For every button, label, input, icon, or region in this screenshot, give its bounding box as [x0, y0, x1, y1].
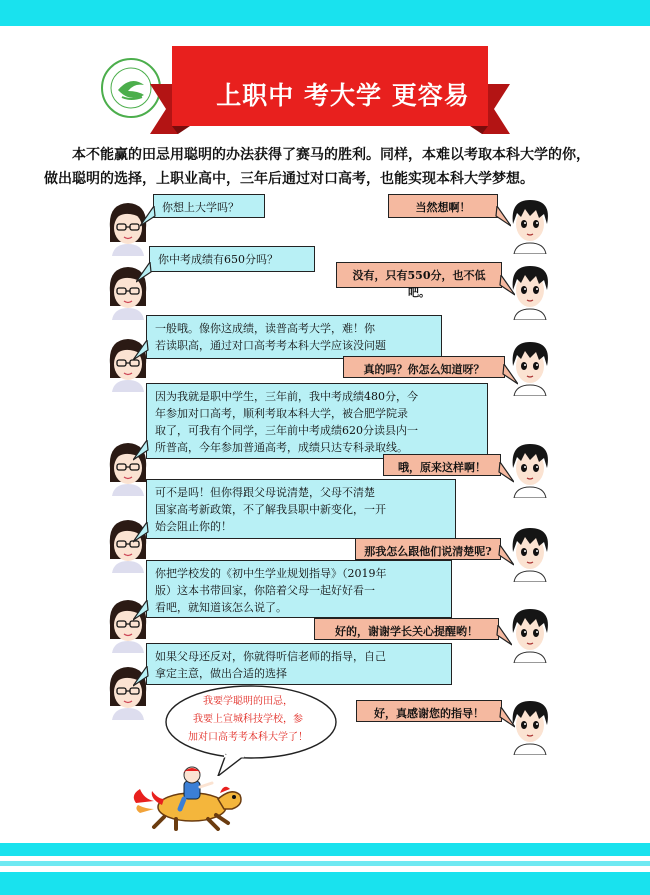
- bubble-text: 你中考成绩有650分吗？: [158, 253, 278, 266]
- bubble-line: 你把学校发的《初中生学业规划指导》（2019年: [155, 567, 387, 580]
- bubble-line: 可不是吗！但你得跟父母说清楚，父母不清楚: [155, 486, 375, 499]
- intro-paragraph: [44, 143, 614, 191]
- cloud-text: [168, 693, 328, 747]
- student-bubble: [343, 356, 505, 378]
- student-bubble: [355, 538, 501, 560]
- bubble-line: 取了，可我有个同学，三年前中考成绩620分读县内一: [155, 424, 418, 437]
- teacher-bubble: [146, 560, 452, 618]
- teacher-bubble: [153, 194, 265, 218]
- bubble-line: 所普高，今年参加普通高考，成绩只达专科录取线。: [155, 441, 408, 454]
- student-bubble: [314, 618, 499, 640]
- bubble-line: 看吧，就知道该怎么说了。: [155, 601, 287, 614]
- bubble-text: 那我怎么跟他们说清楚呢?: [364, 545, 492, 558]
- teacher-bubble: [146, 315, 442, 359]
- bubble-tail: [496, 625, 512, 647]
- teacher-bubble: [146, 479, 456, 539]
- bubble-line: 若读职高，通过对口高考考本科大学应该没问题: [155, 339, 386, 352]
- bubble-line: 国家高考新政策，不了解我县职中新变化，一开: [155, 503, 386, 516]
- bubble-tail: [133, 666, 149, 688]
- bubble-tail: [140, 206, 156, 228]
- bubble-tail: [495, 206, 511, 228]
- horse-rider-illustration: [132, 765, 248, 831]
- bubble-line: 因为我就是职中学生，三年前，我中考成绩480分，今: [155, 390, 418, 403]
- bubble-text: 你想上大学吗？: [162, 201, 239, 214]
- cloud-line: 我要学聪明的田忌，: [203, 696, 293, 707]
- teacher-bubble: [146, 383, 488, 459]
- bubble-line: 始会阻止你的！: [155, 520, 232, 533]
- bubble-tail: [133, 440, 149, 462]
- bubble-text: 好，真感谢您的指导！: [374, 707, 484, 720]
- bubble-tail: [133, 600, 149, 622]
- bubble-tail: [133, 340, 149, 362]
- bubble-tail: [133, 522, 149, 544]
- bubble-line: 如果父母还反对，你就得听信老师的指导，自己: [155, 650, 386, 663]
- teacher-bubble: [146, 643, 452, 685]
- bubble-line: 一般哦。像你这成绩，读普高考大学，难！你: [155, 322, 375, 335]
- cloud-line: 加对口高考考本科大学了！: [188, 732, 308, 743]
- bubble-tail: [502, 364, 518, 386]
- page-title: 上职中 考大学 更容易: [216, 81, 470, 110]
- student-bubble: [388, 194, 498, 218]
- bubble-text: 当然想啊！: [415, 201, 471, 214]
- bubble-tail: [498, 462, 514, 484]
- intro-line-1: 本不能赢的田忌用聪明的办法获得了赛马的胜利。同样，本难以考取本科大学的你，: [72, 147, 590, 163]
- bottom-thin-stripe: [0, 861, 650, 866]
- teacher-bubble: [149, 246, 315, 272]
- bubble-text: 哦，原来这样啊！: [398, 461, 486, 474]
- bubble-text: 没有，只有550分，也不低吧。: [352, 269, 486, 299]
- intro-line-2: 做出聪明的选择，上职业高中，三年后通过对口高考，也能实现本科大学梦想。: [44, 171, 534, 187]
- bubble-tail: [498, 545, 514, 567]
- bubble-line: 年参加对口高考，顺利考取本科大学，被合肥学院录: [155, 407, 408, 420]
- bubble-tail: [499, 275, 515, 297]
- student-avatar: [506, 196, 554, 254]
- bubble-text: 真的吗？你怎么知道呀？: [363, 363, 485, 376]
- bubble-line: 拿定主意，做出合适的选择: [155, 667, 287, 680]
- student-bubble: [356, 700, 502, 722]
- bubble-text: 好的，谢谢学长关心提醒哟！: [335, 625, 478, 638]
- bubble-tail: [136, 262, 152, 284]
- student-bubble: [383, 454, 501, 476]
- bottom-footer-stripe: [0, 872, 650, 895]
- bottom-stripe: [0, 843, 650, 856]
- bubble-tail: [499, 707, 515, 729]
- student-avatar: [506, 605, 554, 663]
- cloud-line: 我要上宣城科技学校，参: [193, 714, 303, 725]
- top-stripe: [0, 0, 650, 26]
- student-bubble: [336, 262, 502, 299]
- bubble-line: 版）这本书带回家，你陪着父母一起好好看一: [155, 584, 375, 597]
